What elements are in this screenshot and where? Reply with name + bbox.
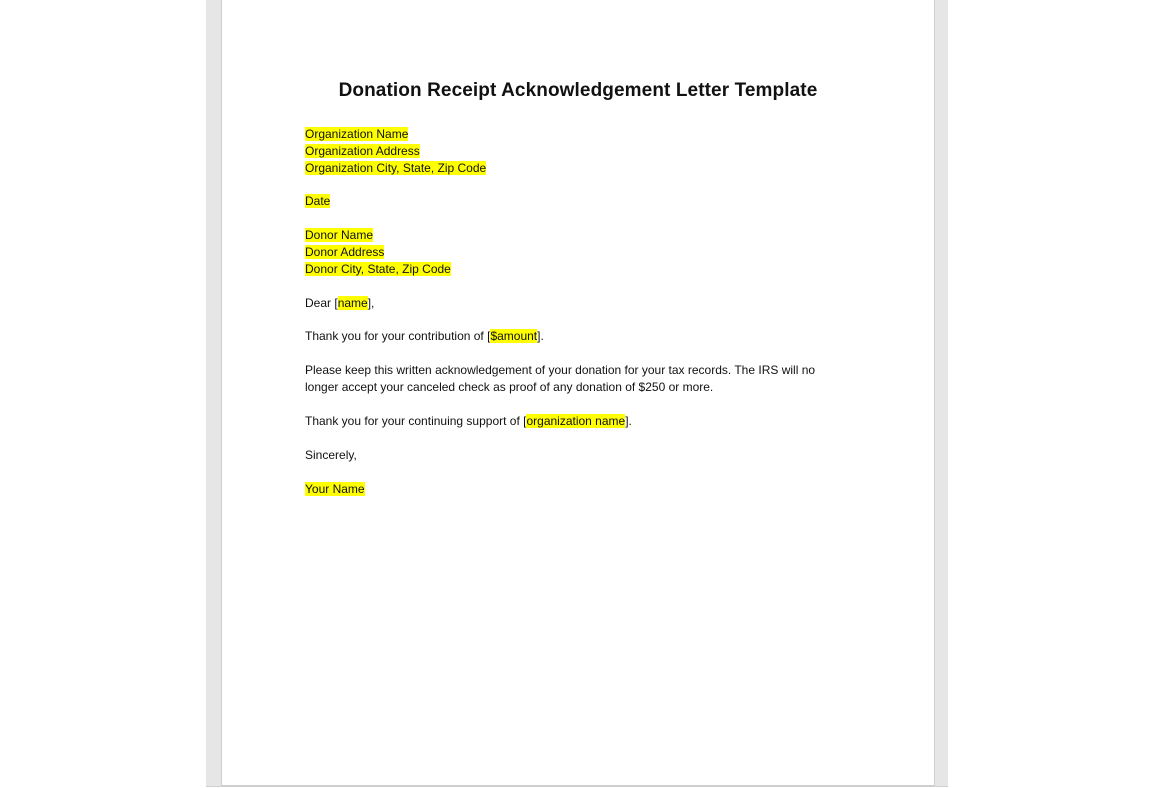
organization-city-state-zip: Organization City, State, Zip Code [305, 161, 487, 175]
donor-block [305, 227, 451, 278]
thanks-line [305, 328, 544, 345]
support-prefix: Thank you for your continuing support of [ [305, 414, 527, 428]
organization-address: Organization Address [305, 144, 420, 158]
organization-name: Organization Name [305, 127, 409, 141]
closing [305, 447, 357, 464]
signature-name: Your Name [305, 482, 365, 496]
thanks-suffix: ]. [537, 329, 544, 343]
salutation-prefix: Dear [ [305, 296, 338, 310]
document-page [221, 0, 935, 786]
salutation-suffix: ], [367, 296, 375, 310]
date-field: Date [305, 194, 331, 208]
organization-block [305, 126, 486, 177]
irs-paragraph: Please keep this written acknowledgement of your donation for your tax records. The IRS will no longer accept your canceled check as proof of any donation of $250 or more. [305, 363, 816, 394]
date-block [305, 193, 330, 210]
closing-text: Sincerely, [305, 448, 357, 462]
donor-city-state-zip: Donor City, State, Zip Code [305, 262, 451, 276]
support-suffix: ]. [625, 414, 632, 428]
signature-block [305, 481, 365, 498]
salutation-name: name [337, 296, 368, 310]
salutation [305, 295, 374, 312]
donor-name: Donor Name [305, 228, 374, 242]
donor-address: Donor Address [305, 245, 385, 259]
thanks-prefix: Thank you for your contribution of [ [305, 329, 491, 343]
amount-field: $amount [490, 329, 538, 343]
organization-name-field: organization name [526, 414, 626, 428]
document-title: Donation Receipt Acknowledgement Letter Template [338, 80, 818, 101]
support-line [305, 413, 632, 430]
